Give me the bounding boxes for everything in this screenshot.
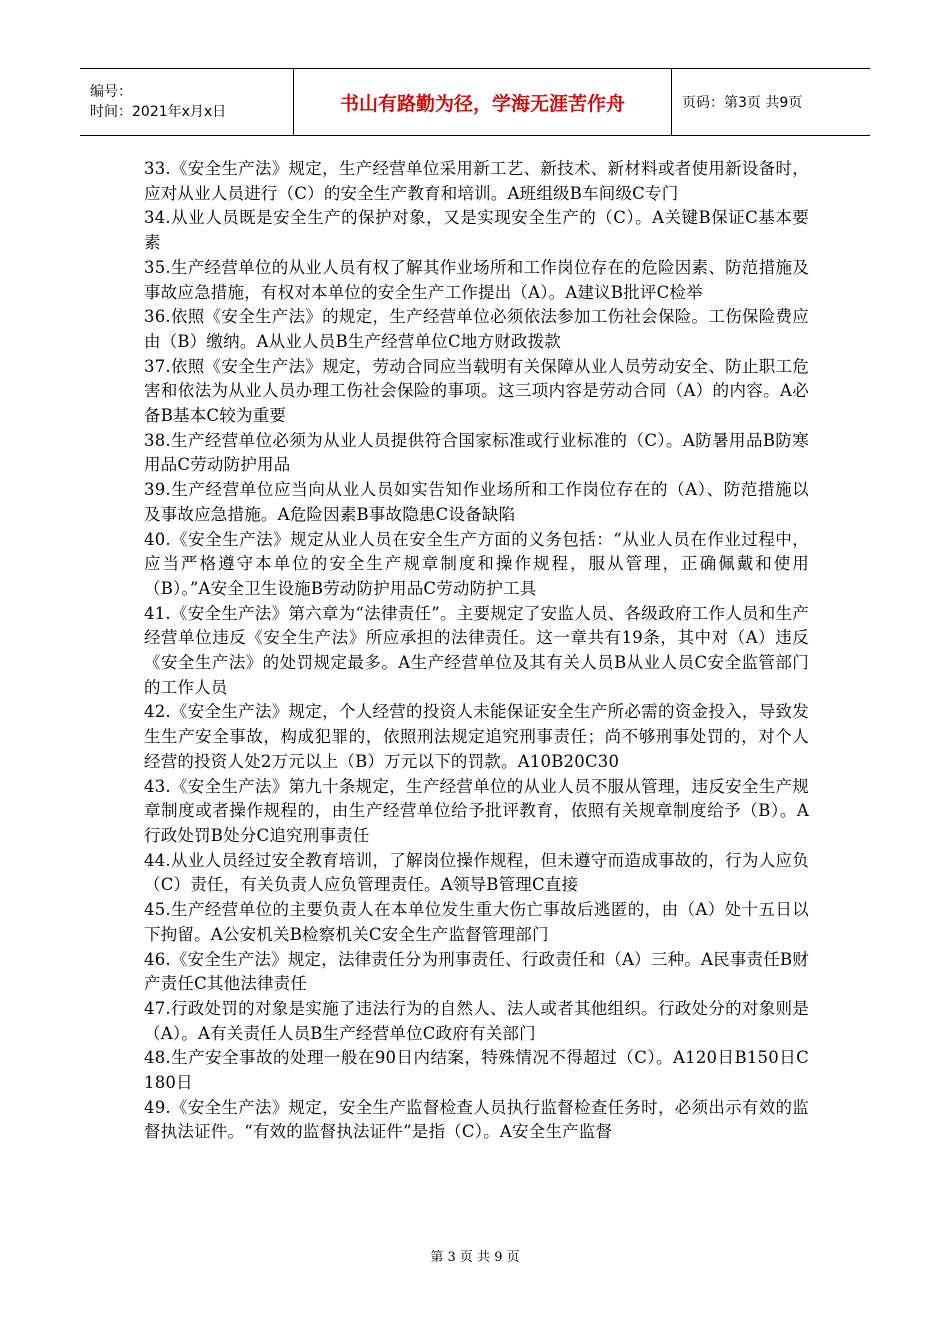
page-footer: 第 3 页 共 9 页 — [430, 1250, 520, 1265]
question-44: 44.从业人员经过安全教育培训，了解岗位操作规程，但未遵守而造成事故的，行为人应负（C）责任，有关负责人应负管理责任。A领导B管理C直接 — [144, 850, 809, 895]
question-45: 45.生产经营单位的主要负责人在本单位发生重大伤亡事故后逃匿的，由（A）处十五日以下拘留。A公安机关B检察机关C安全生产监督管理部门 — [144, 900, 809, 944]
question-35: 35.生产经营单位的从业人员有权了解其作业场所和工作岗位存在的危险因素、防范措施及事故应急措施，有权对本单位的安全生产工作提出（A）。A建议B批评C检举 — [144, 257, 809, 302]
question-47: 47.行政处罚的对象是实施了违法行为的自然人、法人或者其他组织。行政处分的对象则是（A）。A有关责任人员B生产经营单位C政府有关部门 — [144, 998, 809, 1043]
question-40: 40.《安全生产法》规定从业人员在安全生产方面的义务包括：“从业人员在作业过程中，应当严格遵守本单位的安全生产规章制度和操作规程，服从管理，正确佩戴和使用（B）。”A安全卫生设施B劳动防护用品C劳动防护工具 — [144, 529, 809, 598]
header-meta-cell — [80, 69, 294, 136]
header-page-cell — [672, 69, 871, 136]
page-label: 页码：第3页 共9页 — [682, 95, 803, 111]
question-48: 48.生产安全事故的处理一般在90日内结案，特殊情况不得超过（C）。A120日B150日C180日 — [144, 1048, 809, 1093]
question-34: 34.从业人员既是安全生产的保护对象，又是实现安全生产的（C）。A关键B保证C基本要素 — [144, 208, 809, 253]
question-42: 42.《安全生产法》规定，个人经营的投资人未能保证安全生产所必需的资金投入，导致发生生产安全事故，构成犯罪的，依照刑法规定追究刑事责任；尚不够刑事处罚的，对个人经营的投资人处2万元以上（B）万元以下的罚款。A10B20C30 — [144, 702, 809, 771]
question-46: 46.《安全生产法》规定，法律责任分为刑事责任、行政责任和（A）三种。A民事责任B财产责任C其他法律责任 — [144, 949, 809, 994]
question-37: 37.依照《安全生产法》规定，劳动合同应当载明有关保障从业人员劳动安全、防止职工危害和依法为从业人员办理工伤社会保险的事项。这三项内容是劳动合同（A）的内容。A必备B基本C较为重要 — [144, 356, 809, 426]
time-label: 时间：2021年x月x日 — [90, 104, 227, 120]
header-motto-cell — [294, 69, 672, 136]
question-39: 39.生产经营单位应当向从业人员如实告知作业场所和工作岗位存在的（A）、防范措施以及事故应急措施。A危险因素B事故隐患C设备缺陷 — [144, 480, 809, 524]
question-38: 38.生产经营单位必须为从业人员提供符合国家标准或行业标准的（C）。A防暑用品B防寒用品C劳动防护用品 — [144, 430, 809, 475]
question-33: 33.《安全生产法》规定，生产经营单位采用新工艺、新技术、新材料或者使用新设备时，应对从业人员进行（C）的安全生产教育和培训。A班组级B车间级C专门 — [144, 159, 809, 203]
question-49: 49.《安全生产法》规定，安全生产监督检查人员执行监督检查任务时，必须出示有效的监督执法证件。“有效的监督执法证件”是指（C）。A安全生产监督 — [144, 1097, 809, 1142]
question-41: 41.《安全生产法》第六章为“法律责任”。主要规定了安监人员、各级政府工作人员和生产经营单位违反《安全生产法》所应承担的法律责任。这一章共有19条，其中对（A）违反《安全生产法》的处罚规定最多。A生产经营单位及其有关人员B从业人员C安全监管部门的工作人员 — [144, 603, 809, 697]
document-header — [80, 68, 870, 136]
question-43: 43.《安全生产法》第九十条规定，生产经营单位的从业人员不服从管理，违反安全生产规章制度或者操作规程的，由生产经营单位给予批评教育，依照有关规章制度给予（B）。A行政处罚B处分C追究刑事责任 — [144, 776, 809, 845]
question-36: 36.依照《安全生产法》的规定，生产经营单位必须依法参加工伤社会保险。工伤保险费应由（B）缴纳。A从业人员B生产经营单位C地方财政拨款 — [144, 307, 809, 351]
number-label: 编号： — [90, 84, 132, 100]
motto-text: 书山有路勤为径，学海无涯苦作舟 — [339, 92, 625, 115]
question-list — [144, 157, 809, 1145]
